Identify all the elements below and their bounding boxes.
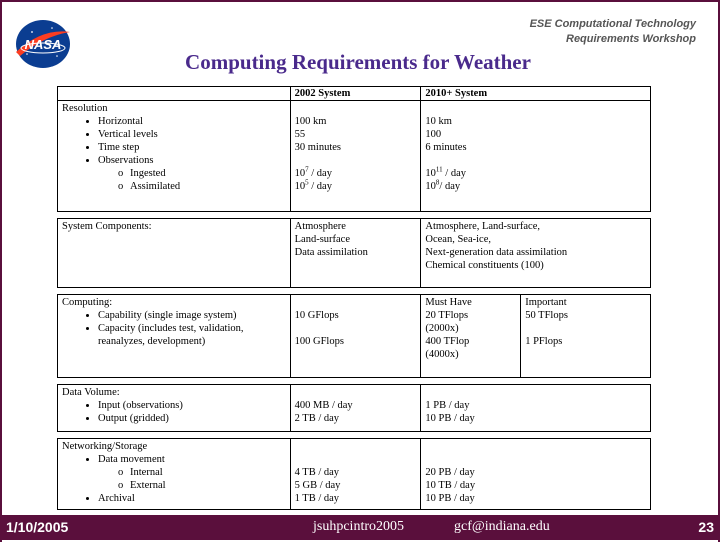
list-item: o Ingested bbox=[118, 167, 286, 180]
value: $10^8/$ day bbox=[425, 178, 461, 192]
footer-date: 1/10/2005 bbox=[6, 519, 69, 535]
value: 100 GFlops bbox=[294, 336, 344, 347]
value: 20 TFlops bbox=[425, 310, 469, 321]
networking-label-cell bbox=[58, 439, 291, 510]
components-2010-cell bbox=[421, 219, 651, 288]
value: (2000x) bbox=[425, 323, 459, 334]
list-item: • Input (observations) bbox=[98, 399, 286, 412]
computing-row bbox=[58, 295, 651, 378]
slide-title-text: Computing Requirements for Weather bbox=[185, 50, 531, 74]
list-item: • Vertical levels bbox=[98, 128, 286, 141]
resolution-2002-cell bbox=[290, 101, 421, 212]
value: $10^7$ / day bbox=[294, 165, 332, 179]
networking-2002-cell bbox=[290, 439, 421, 510]
list-item: • Time step bbox=[98, 141, 286, 154]
list-item: • Data movement o Internal o External bbox=[98, 453, 286, 492]
must-have-label: Must Have bbox=[425, 297, 472, 308]
value: 400 TFlop bbox=[425, 336, 470, 347]
value: 1 PB / day bbox=[425, 400, 470, 411]
components-row bbox=[58, 219, 651, 288]
value: 55 bbox=[294, 129, 306, 140]
workshop-label bbox=[530, 17, 696, 47]
value: 1 TB / day bbox=[294, 493, 340, 504]
list-item: • Capacity (includes test, validation, reanalyzes, development) bbox=[98, 322, 286, 348]
list-item: • Archival bbox=[98, 492, 286, 505]
computing-must-have-cell bbox=[421, 295, 521, 378]
nasa-logo-text: NASA bbox=[24, 37, 62, 52]
value: 400 MB / day bbox=[294, 400, 353, 411]
networking-label: Networking/Storage bbox=[62, 441, 148, 452]
value: 5 GB / day bbox=[294, 480, 341, 491]
computing-important-cell bbox=[521, 295, 651, 378]
value: Next-generation data assimilation bbox=[425, 247, 568, 258]
components-2002-cell bbox=[290, 219, 421, 288]
volume-label: Data Volume: bbox=[62, 387, 120, 398]
list-item: • Horizontal bbox=[98, 115, 286, 128]
value: 4 TB / day bbox=[294, 467, 340, 478]
requirements-table bbox=[57, 86, 651, 510]
value: 2 TB / day bbox=[294, 413, 340, 424]
header-2002: 2002 System bbox=[290, 87, 421, 101]
value: 100 km bbox=[294, 116, 327, 127]
volume-row bbox=[58, 385, 651, 432]
value: Atmosphere bbox=[294, 221, 346, 232]
value: 100 bbox=[425, 129, 442, 140]
footer-presentation: jsuhpcintro2005 bbox=[313, 519, 404, 534]
list-item: • Output (gridded) bbox=[98, 412, 286, 425]
value: 20 PB / day bbox=[425, 467, 475, 478]
value: 10 PB / day bbox=[425, 493, 475, 504]
networking-row bbox=[58, 439, 651, 510]
slide-footer bbox=[0, 515, 720, 540]
header-empty-cell bbox=[58, 87, 291, 101]
list-item: o Assimilated bbox=[118, 180, 286, 193]
value: Atmosphere, Land-surface, bbox=[425, 221, 540, 232]
workshop-line-2: Requirements Workshop bbox=[566, 33, 696, 45]
value: 1 PFlops bbox=[525, 336, 563, 347]
value: 6 minutes bbox=[425, 142, 467, 153]
value: $10^5$ / day bbox=[294, 178, 332, 192]
resolution-label-cell bbox=[58, 101, 291, 212]
list-item: o Internal bbox=[118, 466, 286, 479]
resolution-label: Resolution bbox=[62, 103, 108, 114]
components-label: System Components: bbox=[58, 219, 291, 288]
important-label: Important bbox=[525, 297, 567, 308]
computing-label: Computing: bbox=[62, 297, 113, 308]
resolution-2010-cell bbox=[421, 101, 651, 212]
list-item: o External bbox=[118, 479, 286, 492]
value: Land-surface bbox=[294, 234, 351, 245]
value: 10 TB / day bbox=[425, 480, 476, 491]
value: 10 km bbox=[425, 116, 452, 127]
value: Chemical constituents (100) bbox=[425, 260, 544, 271]
volume-2002-cell bbox=[290, 385, 421, 432]
value: $10^{11}$ / day bbox=[425, 165, 466, 179]
volume-2010-cell bbox=[421, 385, 651, 432]
workshop-line-1: ESE Computational Technology bbox=[529, 18, 696, 30]
slide-title bbox=[0, 50, 716, 75]
value: Ocean, Sea-ice, bbox=[425, 234, 491, 245]
value: Data assimilation bbox=[294, 247, 368, 258]
value: 10 PB / day bbox=[425, 413, 475, 424]
value: (4000x) bbox=[425, 349, 459, 360]
computing-2002-cell bbox=[290, 295, 421, 378]
table-header-row bbox=[58, 87, 651, 101]
networking-2010-cell bbox=[421, 439, 651, 510]
page-number: 23 bbox=[698, 519, 714, 535]
list-item: • Capability (single image system) bbox=[98, 309, 286, 322]
list-item: • Observations o Ingested o Assimilated bbox=[98, 154, 286, 193]
footer-email: gcf@indiana.edu bbox=[454, 519, 550, 534]
value: 10 GFlops bbox=[294, 310, 339, 321]
header-2010: 2010+ System bbox=[421, 87, 651, 101]
value: 50 TFlops bbox=[525, 310, 568, 321]
computing-label-cell bbox=[58, 295, 291, 378]
volume-label-cell bbox=[58, 385, 291, 432]
resolution-row bbox=[58, 101, 651, 212]
value: 30 minutes bbox=[294, 142, 341, 153]
